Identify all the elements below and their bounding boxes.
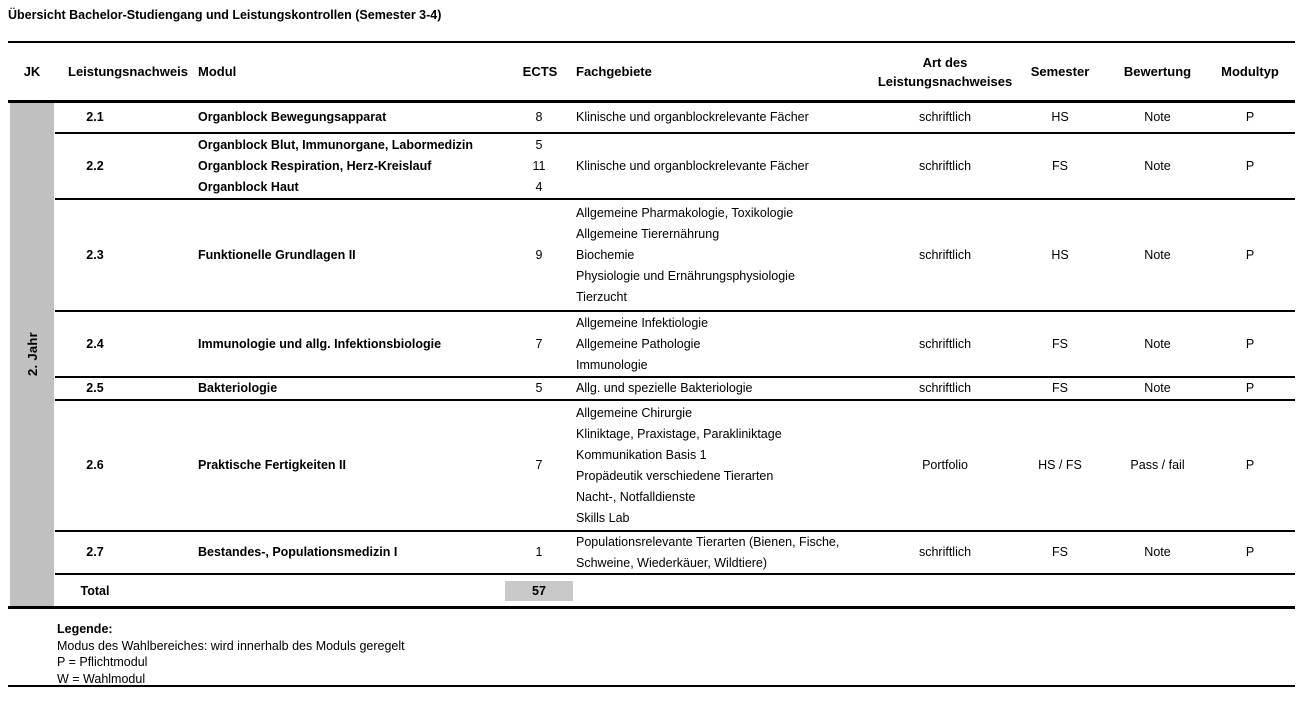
fachgebiet-line: Allgemeine Tierernährung (576, 226, 720, 241)
art-value: schriftlich (918, 381, 972, 395)
column-header-ects: ECTS (522, 64, 558, 79)
fachgebiet-line: Allgemeine Pharmakologie, Toxikologie (576, 205, 794, 220)
table-header (8, 43, 1295, 100)
legend-line: W = Wahlmodul (57, 671, 146, 686)
total-label: Total (80, 583, 110, 598)
semester-value: FS (1052, 336, 1068, 351)
fachgebiet-line: Allgemeine Infektiologie (576, 315, 709, 330)
fachgebiet-line: Propädeutik verschiedene Tierarten (576, 468, 774, 483)
bewertung-value: Note (1144, 110, 1171, 124)
fachgebiet-line: Schweine, Wiederkäuer, Wildtiere) (576, 555, 768, 570)
total-ects-cell (505, 575, 573, 607)
fachgebiet-line: Kommunikation Basis 1 (576, 447, 707, 462)
fachgebiete-cell (576, 103, 886, 132)
fachgebiete-cell (576, 312, 886, 376)
semester-cell (1010, 200, 1110, 310)
total-ects-value: 57 (505, 581, 573, 601)
table-row (55, 532, 1295, 575)
column-header-art-line2: Leistungsnachweises (877, 73, 1013, 89)
table-row (55, 200, 1295, 312)
bewertung-cell (1110, 312, 1205, 376)
modultyp-value: P (1245, 458, 1255, 472)
fachgebiet-line: Tierzucht (576, 289, 627, 304)
total-row (55, 575, 1295, 607)
art-des-leistungsnachweises-cell (880, 532, 1010, 573)
table-row (55, 103, 1295, 134)
modul-cell (198, 401, 503, 530)
module-name: Bakteriologie (198, 381, 278, 395)
ects-value: 8 (535, 110, 543, 124)
row-number: 2.6 (86, 458, 104, 472)
semester-cell (1010, 103, 1110, 132)
semester-cell (1010, 134, 1110, 198)
art-value: schriftlich (918, 110, 972, 124)
semester-cell (1010, 401, 1110, 530)
module-name: Bestandes-, Populationsmedizin I (198, 545, 398, 559)
ects-value: 1 (535, 545, 543, 559)
ects-value: 7 (535, 458, 543, 472)
leistungsnachweis-cell (55, 134, 135, 198)
module-name: Organblock Blut, Immunorgane, Labormedizin (198, 137, 474, 152)
modul-cell (198, 312, 503, 376)
fachgebiet-line: Klinische und organblockrelevante Fächer (576, 110, 809, 124)
ects-value: 11 (532, 158, 546, 173)
fachgebiet-line: Populationsrelevante Tierarten (Bienen, Fische, (576, 534, 840, 549)
module-name: Organblock Haut (198, 179, 299, 194)
module-name: Funktionelle Grundlagen II (198, 247, 356, 262)
fachgebiete-cell (576, 378, 886, 399)
column-header-modul: Modul (198, 64, 237, 79)
bewertung-value: Pass / fail (1130, 458, 1185, 472)
modultyp-cell (1205, 312, 1295, 376)
row-number: 2.3 (86, 247, 104, 262)
semester-value: FS (1052, 381, 1068, 395)
bewertung-value: Note (1144, 158, 1171, 173)
row-number: 2.2 (86, 158, 104, 173)
module-name: Organblock Respiration, Herz-Kreislauf (198, 158, 432, 173)
ects-value: 4 (535, 179, 543, 194)
fachgebiet-line: Kliniktage, Praxistage, Parakliniktage (576, 426, 782, 441)
ects-cell (505, 401, 573, 530)
bewertung-cell (1110, 200, 1205, 310)
art-des-leistungsnachweises-cell (880, 312, 1010, 376)
modultyp-cell (1205, 378, 1295, 399)
art-des-leistungsnachweises-cell (880, 378, 1010, 399)
fachgebiet-line: Nacht-, Notfalldienste (576, 489, 696, 504)
legend-line: Modus des Wahlbereiches: wird innerhalb des Moduls geregelt (57, 638, 405, 653)
fachgebiet-line: Immunologie (576, 357, 648, 372)
art-value: Portfolio (922, 458, 968, 472)
leistungsnachweis-cell (55, 378, 135, 399)
module-name: Praktische Fertigkeiten II (198, 458, 346, 472)
fachgebiete-cell (576, 532, 886, 573)
legend (57, 621, 405, 687)
table-rows (55, 103, 1295, 575)
semester-value: HS (1051, 110, 1069, 124)
modultyp-cell (1205, 103, 1295, 132)
table-row (55, 378, 1295, 401)
column-header-art-line1: Art des (922, 54, 968, 70)
fachgebiete-cell (576, 200, 886, 310)
semester-cell (1010, 312, 1110, 376)
column-header-jk: JK (23, 64, 41, 79)
leistungsnachweis-cell (55, 401, 135, 530)
ects-value: 7 (535, 336, 543, 351)
modultyp-cell (1205, 134, 1295, 198)
bewertung-cell (1110, 378, 1205, 399)
bewertung-cell (1110, 134, 1205, 198)
bewertung-cell (1110, 103, 1205, 132)
column-header-modultyp: Modultyp (1221, 64, 1279, 79)
row-number: 2.7 (86, 545, 104, 559)
fachgebiet-line: Biochemie (576, 247, 635, 262)
modultyp-value: P (1245, 545, 1255, 559)
modultyp-value: P (1245, 336, 1255, 351)
page-title: Übersicht Bachelor-Studiengang und Leistungskontrollen (Semester 3-4) (8, 8, 442, 22)
column-header-leistungsnachweis: Leistungsnachweis (68, 64, 188, 79)
bewertung-value: Note (1144, 381, 1171, 395)
fachgebiet-line: Klinische und organblockrelevante Fächer (576, 158, 809, 173)
ects-cell (505, 200, 573, 310)
modul-cell (198, 200, 503, 310)
bewertung-cell (1110, 532, 1205, 573)
fachgebiete-cell (576, 134, 886, 198)
fachgebiet-line: Physiologie und Ernährungsphysiologie (576, 268, 795, 283)
fachgebiet-line: Allgemeine Chirurgie (576, 405, 693, 420)
fachgebiet-line: Allgemeine Pathologie (576, 336, 701, 351)
leistungsnachweis-cell (55, 532, 135, 573)
bewertung-value: Note (1144, 336, 1171, 351)
art-value: schriftlich (918, 247, 972, 262)
row-number: 2.5 (86, 381, 104, 395)
bewertung-cell (1110, 401, 1205, 530)
bewertung-value: Note (1144, 545, 1171, 559)
ects-value: 5 (535, 381, 543, 395)
fachgebiet-line: Skills Lab (576, 510, 630, 525)
column-header-semester: Semester (1030, 64, 1090, 79)
total-label-cell (55, 575, 135, 607)
modultyp-value: P (1245, 110, 1255, 124)
ects-value: 9 (535, 247, 543, 262)
column-header-fachgebiete: Fachgebiete (576, 64, 652, 79)
modul-cell (198, 378, 503, 399)
leistungsnachweis-cell (55, 103, 135, 132)
modultyp-value: P (1245, 247, 1255, 262)
semester-value: FS (1052, 158, 1068, 173)
ects-cell (505, 532, 573, 573)
semester-value: FS (1052, 545, 1068, 559)
year-sidebar (10, 103, 54, 606)
module-name: Organblock Bewegungsapparat (198, 110, 387, 124)
modultyp-cell (1205, 200, 1295, 310)
fachgebiete-cell (576, 401, 886, 530)
semester-value: HS (1051, 247, 1069, 262)
fachgebiet-line: Allg. und spezielle Bakteriologie (576, 381, 753, 395)
art-value: schriftlich (918, 336, 972, 351)
ects-cell (505, 134, 573, 198)
table-row (55, 401, 1295, 532)
art-des-leistungsnachweises-cell (880, 200, 1010, 310)
semester-cell (1010, 378, 1110, 399)
ects-cell (505, 378, 573, 399)
ects-value: 5 (535, 137, 543, 152)
bewertung-value: Note (1144, 247, 1171, 262)
legend-heading: Legende: (57, 622, 113, 636)
modultyp-value: P (1245, 381, 1255, 395)
modultyp-value: P (1245, 158, 1255, 173)
modul-cell (198, 103, 503, 132)
modul-cell (198, 532, 503, 573)
row-number: 2.1 (86, 110, 104, 124)
semester-cell (1010, 532, 1110, 573)
row-number: 2.4 (86, 336, 104, 351)
column-header-art-des-leistungsnachweises (877, 43, 1013, 100)
ects-cell (505, 103, 573, 132)
table-row (55, 312, 1295, 378)
year-label: 2. Jahr (24, 332, 40, 377)
table-row (55, 134, 1295, 200)
art-value: schriftlich (918, 158, 972, 173)
module-name: Immunologie und allg. Infektionsbiologie (198, 336, 442, 351)
ects-cell (505, 312, 573, 376)
footer-rule (8, 685, 1295, 687)
art-value: schriftlich (918, 545, 972, 559)
art-des-leistungsnachweises-cell (880, 103, 1010, 132)
modultyp-cell (1205, 401, 1295, 530)
legend-lines (57, 638, 405, 688)
modul-cell (198, 134, 503, 198)
legend-line: P = Pflichtmodul (57, 655, 148, 669)
leistungsnachweis-cell (55, 312, 135, 376)
modultyp-cell (1205, 532, 1295, 573)
semester-value: HS / FS (1038, 458, 1082, 472)
art-des-leistungsnachweises-cell (880, 401, 1010, 530)
leistungsnachweis-cell (55, 200, 135, 310)
art-des-leistungsnachweises-cell (880, 134, 1010, 198)
table-bottom-rule (8, 606, 1295, 609)
column-header-bewertung: Bewertung (1123, 64, 1192, 79)
table-body (55, 103, 1295, 607)
